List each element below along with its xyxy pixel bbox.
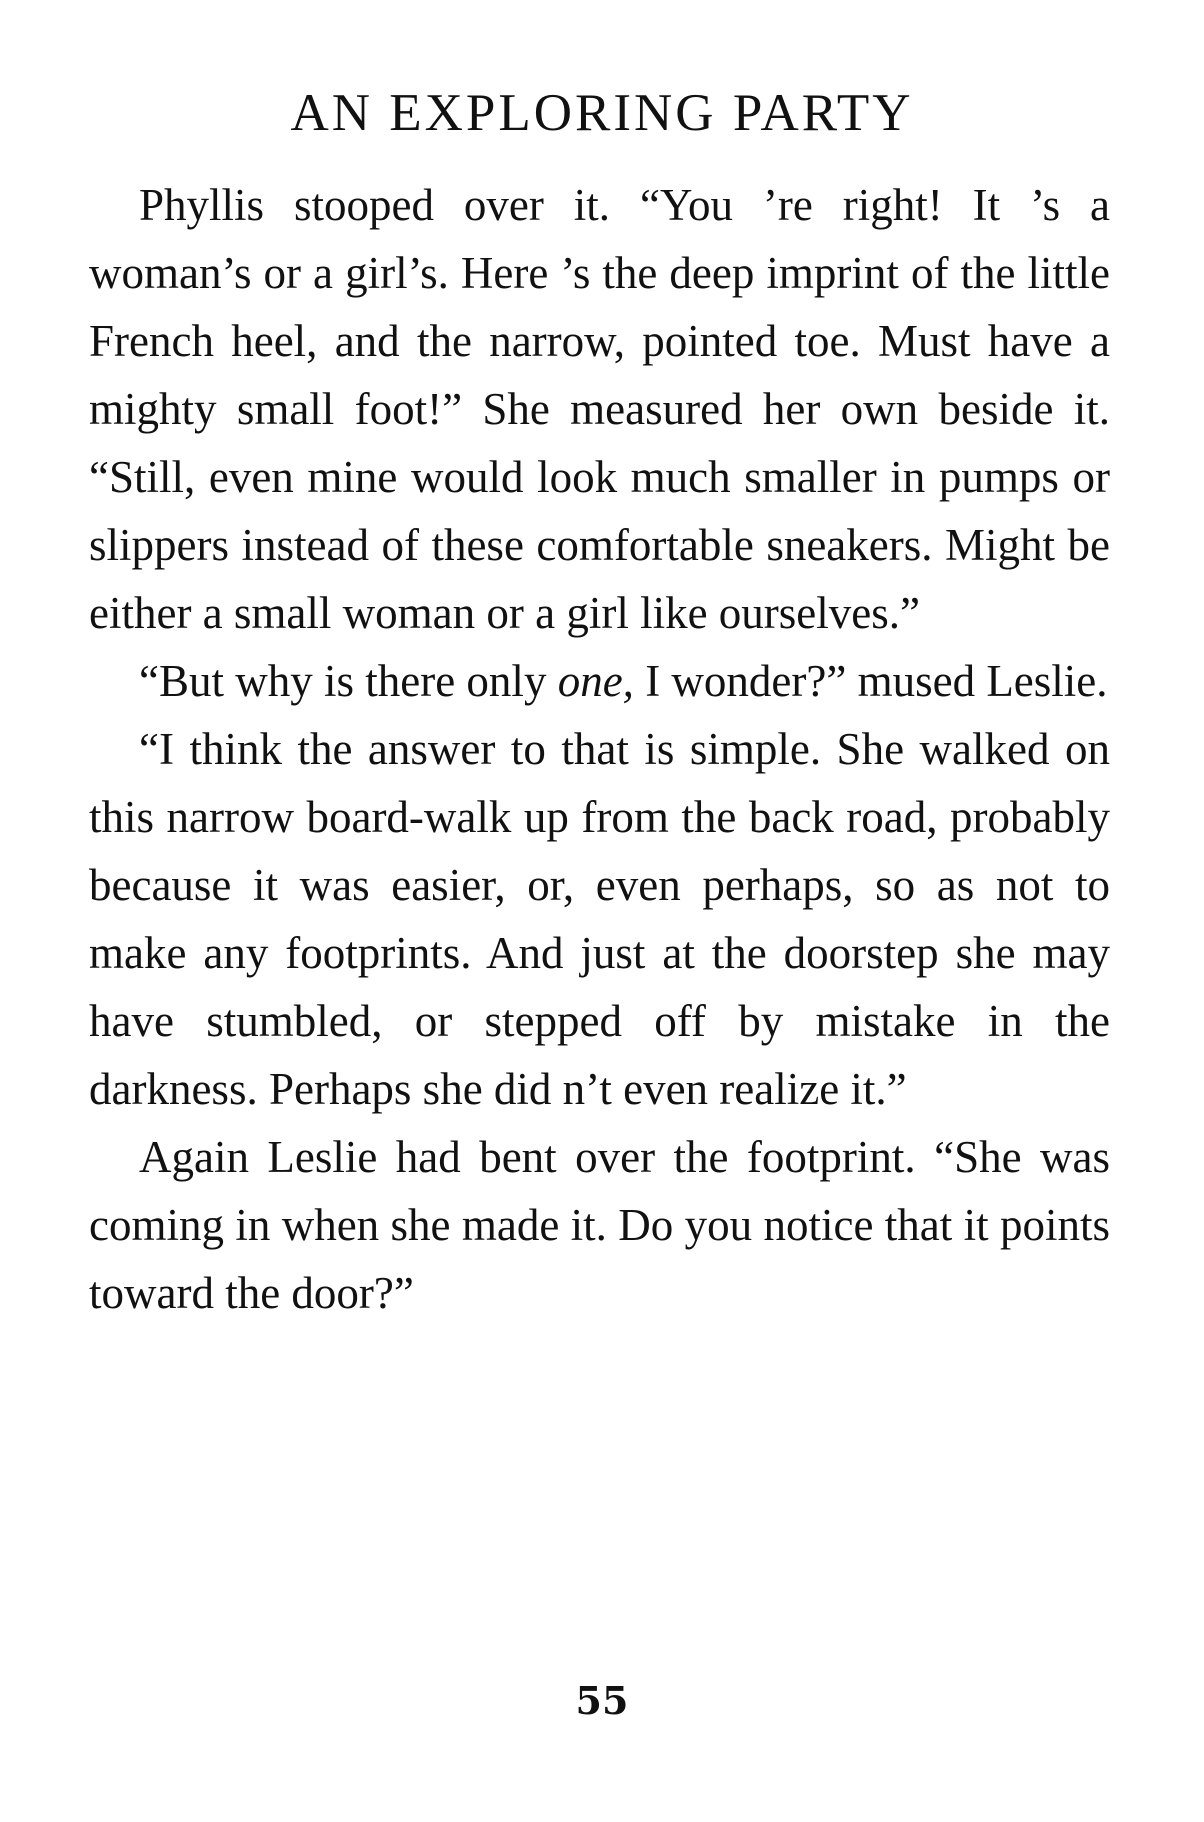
paragraph-3-text: “I think the answer to that is simple. She walked on this narrow board-walk up from the back road, probably because it was easier, or, even perhaps, so as not to make any footprints. And just at the doorstep she may have stumbled, or stepped off by mistake in the darkness. Perhaps she did n’t even realize it.” [89,724,1110,1114]
paragraph-2-text-end: I wonder?” mused Leslie. [633,656,1108,706]
paragraph-2-emphasis: one, [557,656,634,706]
paragraph-1-text: Phyllis stooped over it. “You ’re right! It ’s a woman’s or a girl’s. Here ’s the deep imprint of the little French heel, and the narrow, pointed toe. Must have a mighty small foot!” She measured her own beside it. “Still, even mine would look much smaller in pumps or slippers instead of these comfortable sneakers. Might be either a small woman or a girl like ourselves.” [89,180,1110,638]
paragraph-1 [89,171,1110,647]
paragraph-4-text: Again Leslie had bent over the footprint. “She was coming in when she made it. Do you notice that it points toward the door?” [89,1132,1110,1318]
paragraph-2 [89,647,1110,715]
paragraph-4 [89,1123,1110,1327]
page-number: 55 [575,1678,629,1723]
running-head: AN EXPLORING PARTY [290,84,914,142]
paragraph-2-text-start: “But why is there only [139,656,558,706]
paragraph-3 [89,715,1110,1123]
body-text [89,171,1110,1327]
